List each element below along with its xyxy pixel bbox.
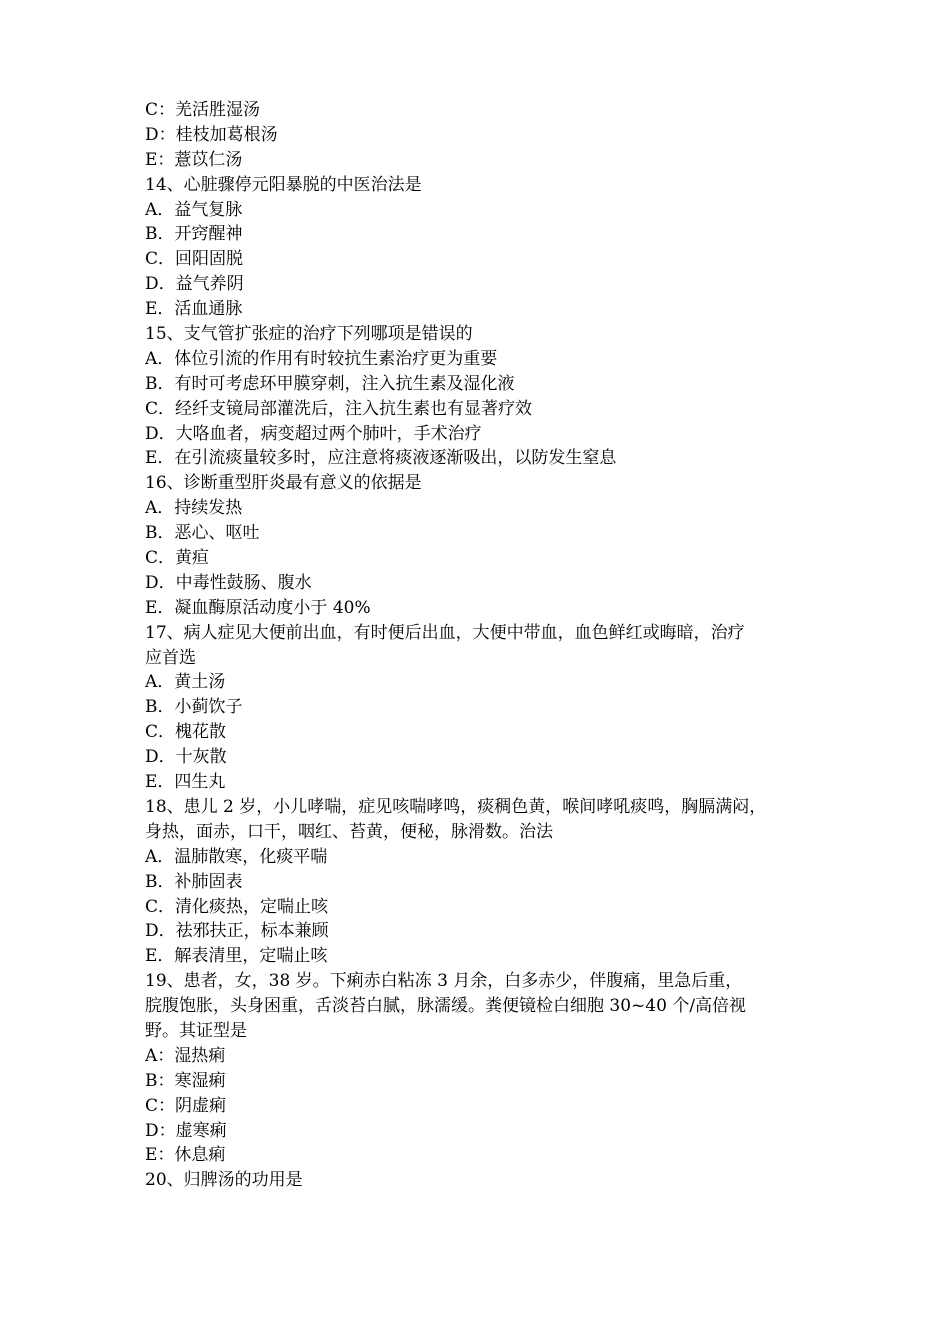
question-17-line-2: 应首选 <box>145 647 196 668</box>
option-e-q15: E．在引流痰量较多时，应注意将痰液逐渐吸出，以防发生窒息 <box>145 448 617 469</box>
option-e-q19: E：休息痢 <box>145 1145 226 1166</box>
question-18-line-1: 18、患儿 2 岁，小儿哮喘，症见咳喘哮鸣，痰稠色黄，喉间哮吼痰鸣，胸膈满闷， <box>145 796 767 817</box>
option-c-q16: C．黄疸 <box>145 548 210 569</box>
option-c-q14: C．回阳固脱 <box>145 249 244 270</box>
question-19-line-3: 野。其证型是 <box>145 1020 247 1041</box>
question-18-line-2: 身热，面赤，口干，咽红、苔黄，便秘，脉滑数。治法 <box>145 821 553 842</box>
option-b-q14: B．开窍醒神 <box>145 224 243 245</box>
option-e-q14: E．活血通脉 <box>145 299 243 320</box>
option-e-q17: E．四生丸 <box>145 772 226 793</box>
question-15: 15、支气管扩张症的治疗下列哪项是错误的 <box>145 324 473 345</box>
option-d-q15: D．大咯血者，病变超过两个肺叶，手术治疗 <box>145 423 482 444</box>
option-d-q17: D．十灰散 <box>145 747 227 768</box>
option-e-q16: E．凝血酶原活动度小于 40% <box>145 597 371 618</box>
question-17-line-1: 17、病人症见大便前出血，有时便后出血，大便中带血，血色鲜红或晦暗，治疗 <box>145 622 745 643</box>
option-e-q18: E．解表清里，定喘止咳 <box>145 946 328 967</box>
option-c-q17: C．槐花散 <box>145 722 227 743</box>
option-d-q16: D．中毒性鼓肠、腹水 <box>145 572 312 593</box>
option-a-q17: A．黄土汤 <box>145 672 226 693</box>
option-c-q18: C．清化痰热，定喘止咳 <box>145 896 329 917</box>
option-d-q19: D：虚寒痢 <box>145 1120 227 1141</box>
option-a-q15: A．体位引流的作用有时较抗生素治疗更为重要 <box>145 348 498 369</box>
option-b-q19: B：寒湿痢 <box>145 1070 226 1091</box>
option-a-q14: A．益气复脉 <box>145 199 243 220</box>
option-c-q15: C．经纤支镜局部灌洗后，注入抗生素也有显著疗效 <box>145 398 533 419</box>
option-c-q13: C：羌活胜湿汤 <box>145 100 261 120</box>
option-a-q16: A．持续发热 <box>145 498 243 519</box>
option-b-q16: B．恶心、呕吐 <box>145 523 260 544</box>
option-a-q18: A．温肺散寒，化痰平喘 <box>145 846 328 867</box>
question-14: 14、心脏骤停元阳暴脱的中医治法是 <box>145 174 422 195</box>
question-19-line-1: 19、患者，女，38 岁。下痢赤白粘冻 3 月余，白多赤少，伴腹痛，里急后重， <box>145 971 743 992</box>
question-16: 16、诊断重型肝炎最有意义的依据是 <box>145 473 422 494</box>
option-a-q19: A：湿热痢 <box>145 1045 226 1066</box>
option-c-q19: C：阴虚痢 <box>145 1095 227 1116</box>
document-body <box>145 98 820 1193</box>
option-b-q18: B．补肺固表 <box>145 871 243 892</box>
option-d-q13: D：桂枝加葛根汤 <box>145 124 278 145</box>
option-e-q13: E：薏苡仁汤 <box>145 149 243 170</box>
option-d-q18: D．祛邪扶正，标本兼顾 <box>145 921 329 942</box>
option-d-q14: D．益气养阴 <box>145 274 244 295</box>
question-19-line-2: 脘腹饱胀，头身困重，舌淡苔白腻，脉濡缓。粪便镜检白细胞 30~40 个/高倍视 <box>145 996 747 1017</box>
question-20: 20、归脾汤的功用是 <box>145 1170 303 1191</box>
option-b-q15: B．有时可考虑环甲膜穿刺，注入抗生素及湿化液 <box>145 373 515 394</box>
option-b-q17: B．小蓟饮子 <box>145 697 243 718</box>
